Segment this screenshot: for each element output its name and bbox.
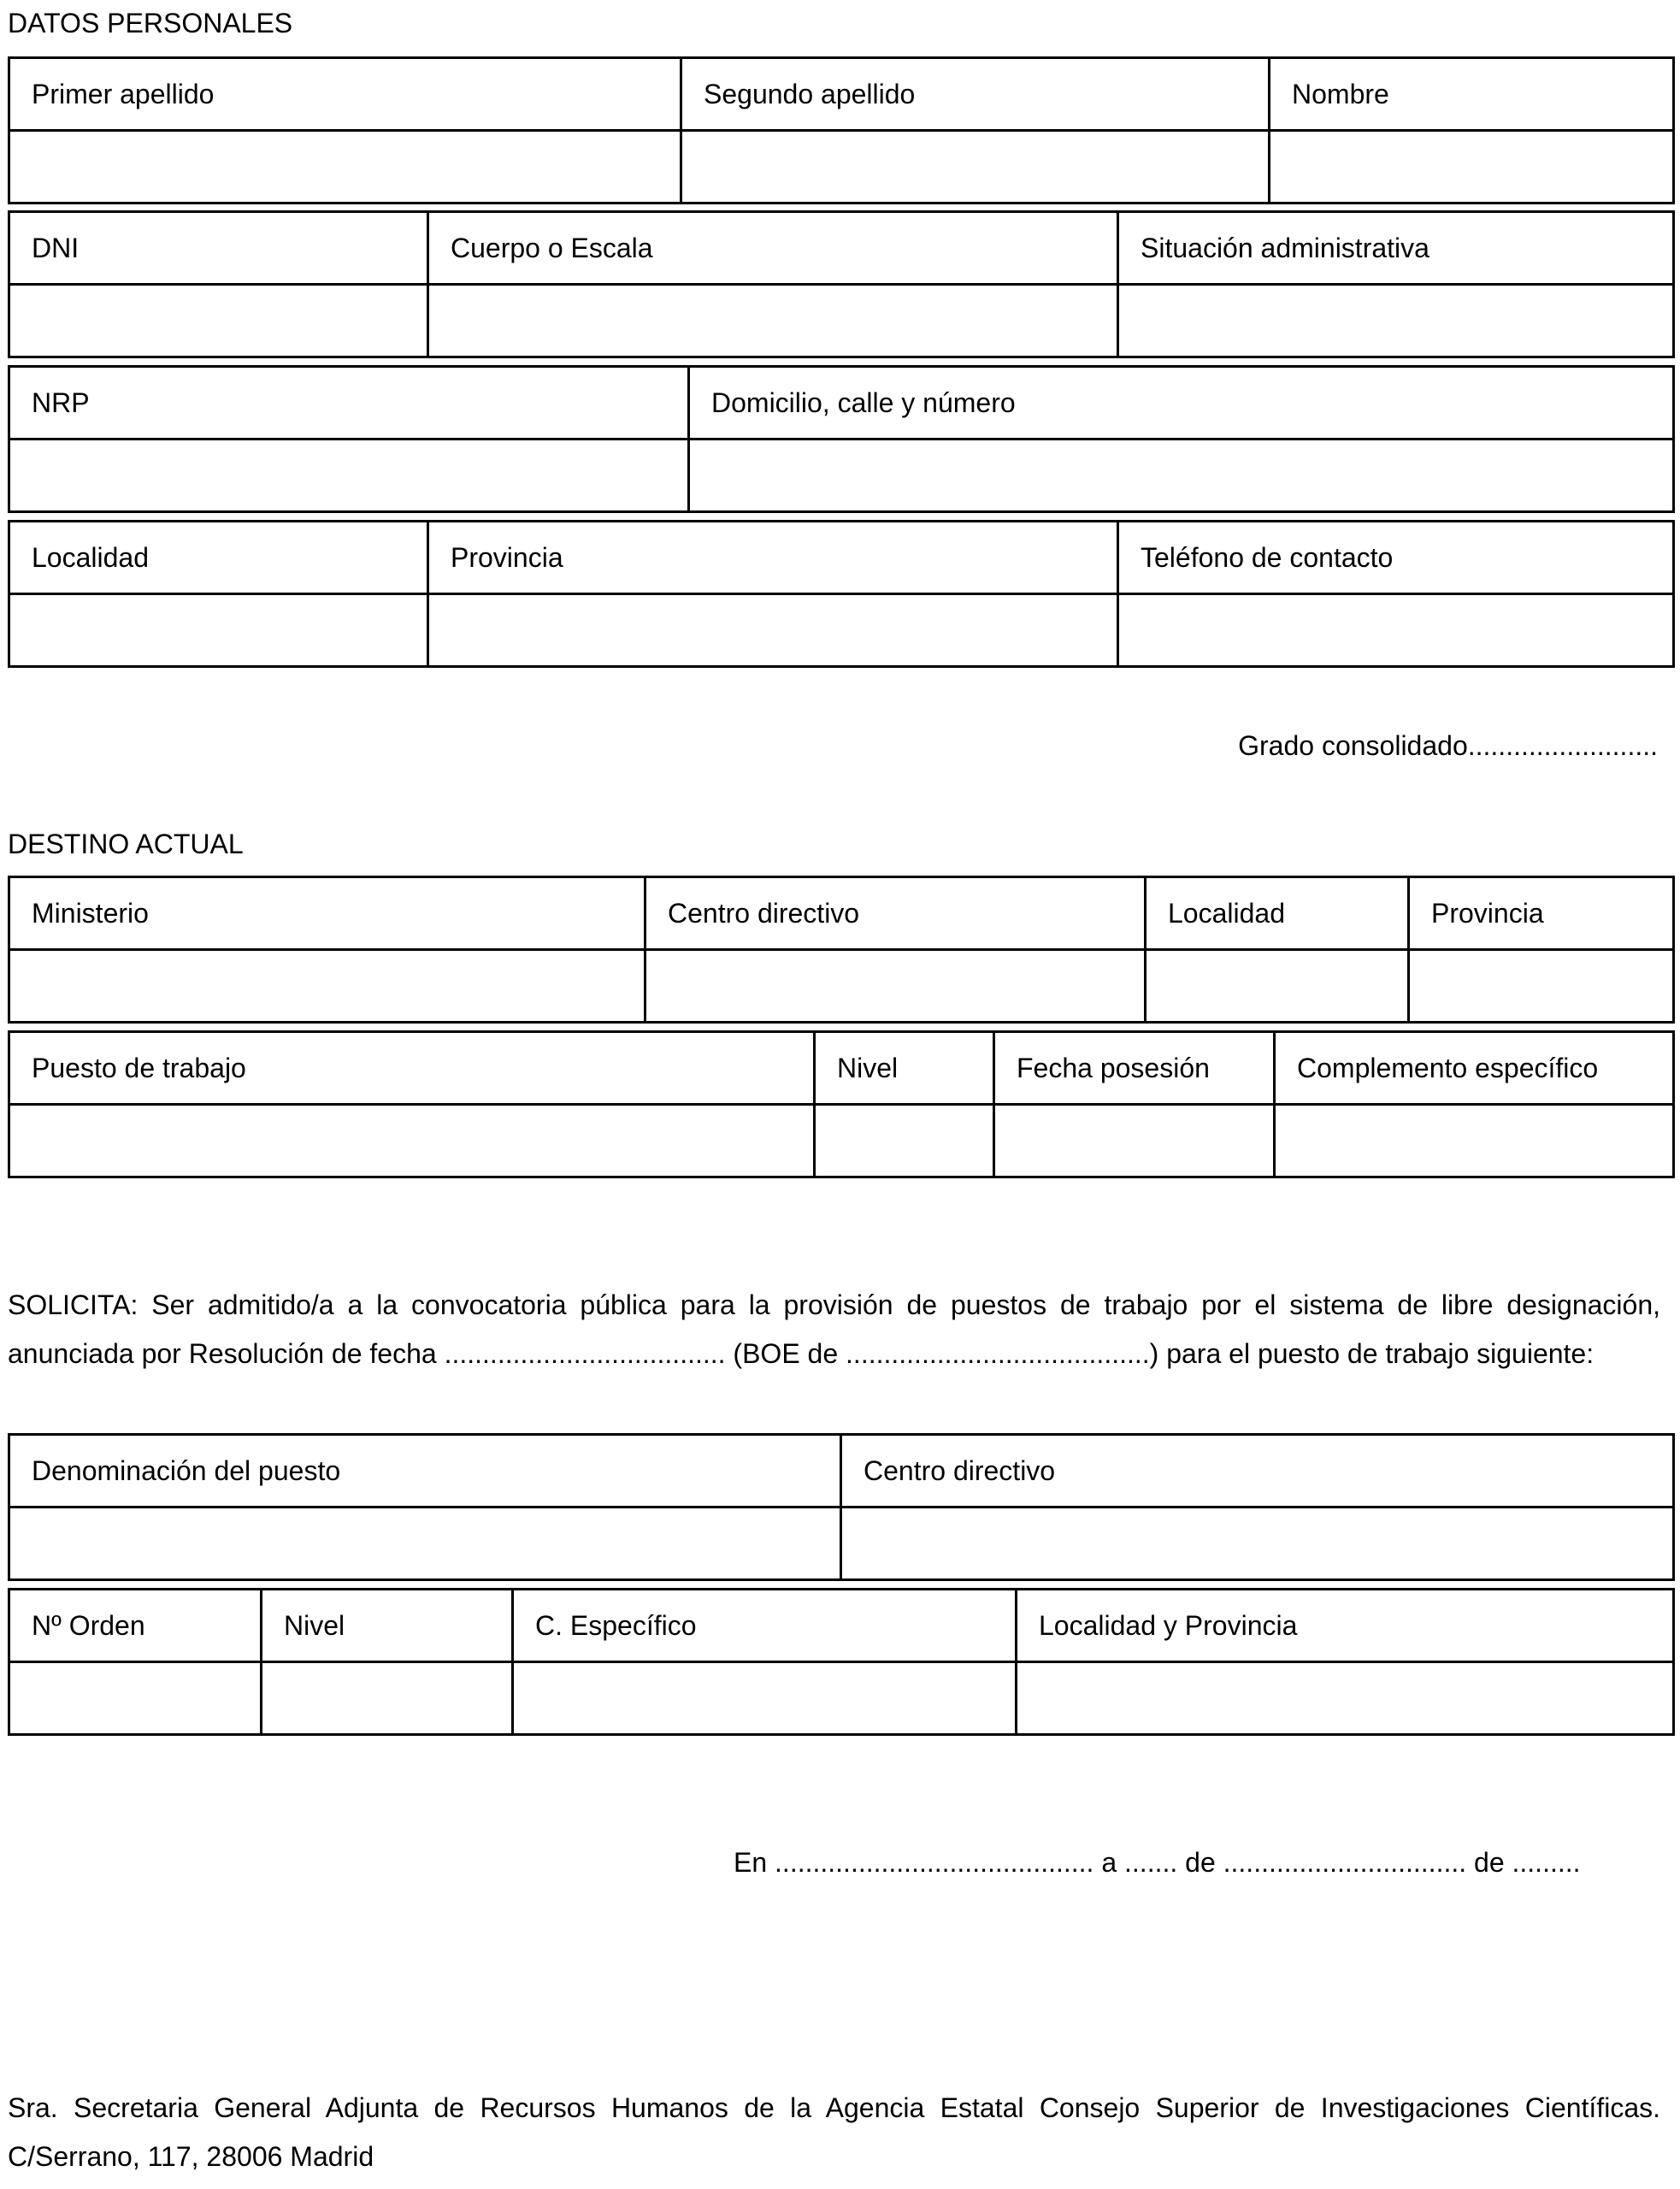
puesto-solicitado-table-1 bbox=[8, 1433, 1675, 1581]
field-nivel[interactable] bbox=[815, 1105, 994, 1177]
label-nombre: Nombre bbox=[1270, 58, 1674, 131]
field-destino-localidad[interactable] bbox=[1146, 950, 1409, 1023]
field-fecha-posesion[interactable] bbox=[994, 1105, 1275, 1177]
lugar-fecha-line: En .......................................... a ....... de ................................ de ......... bbox=[734, 1847, 1581, 1878]
label-n-orden: Nº Orden bbox=[9, 1590, 262, 1662]
label-solicitado-nivel: Nivel bbox=[262, 1590, 513, 1662]
label-nrp: NRP bbox=[9, 367, 689, 440]
field-localidad[interactable] bbox=[9, 594, 428, 667]
field-puesto-trabajo[interactable] bbox=[9, 1105, 815, 1177]
field-nombre[interactable] bbox=[1270, 131, 1674, 204]
label-nivel: Nivel bbox=[815, 1032, 994, 1105]
destino-actual-table-2 bbox=[8, 1030, 1675, 1178]
section-title-destino-actual: DESTINO ACTUAL bbox=[8, 829, 244, 859]
label-localidad-provincia: Localidad y Provincia bbox=[1017, 1590, 1674, 1662]
label-dni: DNI bbox=[9, 212, 428, 285]
field-solicitado-nivel[interactable] bbox=[262, 1662, 513, 1735]
label-c-especifico: C. Específico bbox=[513, 1590, 1017, 1662]
datos-personales-table-4 bbox=[8, 520, 1675, 668]
label-primer-apellido: Primer apellido bbox=[9, 58, 681, 131]
solicita-line-2: anunciada por Resolución de fecha ..................................... (BOE de ........................................) para el puesto de trabajo siguiente: bbox=[8, 1338, 1595, 1369]
field-segundo-apellido[interactable] bbox=[681, 131, 1270, 204]
label-puesto-trabajo: Puesto de trabajo bbox=[9, 1032, 815, 1105]
label-complemento-especifico: Complemento específico bbox=[1275, 1032, 1674, 1105]
label-destino-provincia: Provincia bbox=[1409, 877, 1674, 950]
field-domicilio[interactable] bbox=[689, 440, 1674, 512]
field-provincia[interactable] bbox=[428, 594, 1118, 667]
field-nrp[interactable] bbox=[9, 440, 689, 512]
datos-personales-table-1 bbox=[8, 56, 1675, 204]
datos-personales-table-2 bbox=[8, 210, 1675, 358]
solicita-line-1: SOLICITA: Ser admitido/a a la convocatoria pública para la provisión de puestos de trabajo por el sistema de libre designación, bbox=[8, 1289, 1660, 1320]
label-domicilio: Domicilio, calle y número bbox=[689, 367, 1674, 440]
label-centro-directivo: Centro directivo bbox=[645, 877, 1146, 950]
field-localidad-provincia[interactable] bbox=[1017, 1662, 1674, 1735]
field-telefono-contacto[interactable] bbox=[1118, 594, 1674, 667]
label-situacion-administrativa: Situación administrativa bbox=[1118, 212, 1674, 285]
field-centro-directivo[interactable] bbox=[645, 950, 1146, 1023]
field-solicitado-centro-directivo[interactable] bbox=[841, 1508, 1674, 1580]
destinatario-line-2: C/Serrano, 117, 28006 Madrid bbox=[8, 2141, 374, 2172]
puesto-solicitado-table-2 bbox=[8, 1588, 1675, 1736]
section-title-datos-personales: DATOS PERSONALES bbox=[8, 8, 293, 38]
grado-consolidado: Grado consolidado......................... bbox=[1238, 730, 1658, 761]
field-situacion-administrativa[interactable] bbox=[1118, 285, 1674, 357]
field-c-especifico[interactable] bbox=[513, 1662, 1017, 1735]
field-ministerio[interactable] bbox=[9, 950, 645, 1023]
label-destino-localidad: Localidad bbox=[1146, 877, 1409, 950]
label-telefono-contacto: Teléfono de contacto bbox=[1118, 522, 1674, 594]
destino-actual-table-1 bbox=[8, 876, 1675, 1024]
label-localidad: Localidad bbox=[9, 522, 428, 594]
label-segundo-apellido: Segundo apellido bbox=[681, 58, 1270, 131]
field-denominacion-puesto[interactable] bbox=[9, 1508, 841, 1580]
label-cuerpo-escala: Cuerpo o Escala bbox=[428, 212, 1118, 285]
label-denominacion-puesto: Denominación del puesto bbox=[9, 1435, 841, 1508]
field-destino-provincia[interactable] bbox=[1409, 950, 1674, 1023]
label-provincia: Provincia bbox=[428, 522, 1118, 594]
label-ministerio: Ministerio bbox=[9, 877, 645, 950]
field-cuerpo-escala[interactable] bbox=[428, 285, 1118, 357]
field-primer-apellido[interactable] bbox=[9, 131, 681, 204]
field-complemento-especifico[interactable] bbox=[1275, 1105, 1674, 1177]
datos-personales-table-3 bbox=[8, 365, 1675, 513]
destinatario-line-1: Sra. Secretaria General Adjunta de Recursos Humanos de la Agencia Estatal Consejo Superior de Investigaciones Científicas. bbox=[8, 2092, 1660, 2123]
label-solicitado-centro-directivo: Centro directivo bbox=[841, 1435, 1674, 1508]
label-fecha-posesion: Fecha posesión bbox=[994, 1032, 1275, 1105]
field-dni[interactable] bbox=[9, 285, 428, 357]
field-n-orden[interactable] bbox=[9, 1662, 262, 1735]
